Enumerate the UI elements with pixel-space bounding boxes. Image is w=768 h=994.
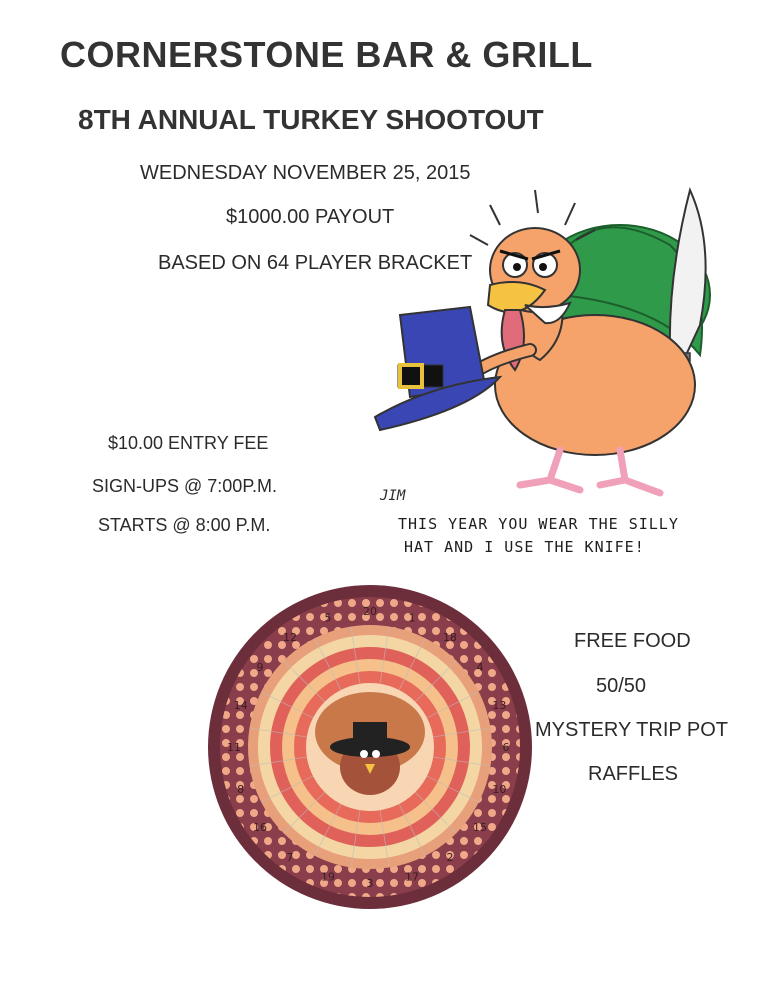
dartboard-number: 7 bbox=[286, 851, 294, 865]
flyer-title: CORNERSTONE BAR & GRILL bbox=[60, 34, 593, 75]
dartboard-number: 11 bbox=[227, 741, 241, 754]
extra-item-free-food: FREE FOOD bbox=[574, 630, 691, 652]
dartboard-number: 20 bbox=[363, 605, 377, 618]
dartboard-number: 3 bbox=[366, 877, 374, 890]
extra-item-raffles: RAFFLES bbox=[588, 763, 679, 785]
cartoon-caption-line1: THIS YEAR YOU WEAR THE SILLY bbox=[398, 515, 679, 533]
dartboard-number: 2 bbox=[446, 851, 454, 865]
event-subtitle: 8TH ANNUAL TURKEY SHOOTOUT bbox=[78, 104, 544, 135]
dartboard-number: 19 bbox=[320, 870, 335, 884]
extra-item-fifty-fifty: 50/50 bbox=[596, 675, 647, 697]
turkey-cartoon-illustration bbox=[370, 185, 720, 515]
dartboard-number: 16 bbox=[252, 820, 267, 834]
dartboard-number: 14 bbox=[233, 698, 248, 712]
entry-fee-text: $10.00 ENTRY FEE bbox=[108, 433, 269, 453]
signups-time-text: SIGN-UPS @ 7:00P.M. bbox=[92, 476, 278, 496]
artist-signature: JIM bbox=[380, 488, 406, 504]
dartboard-number: 1 bbox=[408, 611, 416, 625]
dartboard-number: 13 bbox=[492, 698, 507, 712]
dartboard-number: 12 bbox=[283, 630, 298, 644]
payout-text: $1000.00 PAYOUT bbox=[226, 206, 395, 228]
dartboard-number: 6 bbox=[502, 741, 510, 754]
start-time-text: STARTS @ 8:00 P.M. bbox=[98, 515, 271, 535]
dartboard-number: 4 bbox=[476, 661, 484, 675]
cartoon-caption-line2: HAT AND I USE THE KNIFE! bbox=[404, 538, 645, 556]
dartboard-number: 10 bbox=[492, 783, 507, 797]
event-date: WEDNESDAY NOVEMBER 25, 2015 bbox=[140, 162, 471, 184]
dartboard-number: 17 bbox=[405, 870, 420, 884]
extra-item-mystery-trip-pot: MYSTERY TRIP POT bbox=[535, 719, 729, 741]
dartboard-number: 15 bbox=[473, 820, 488, 834]
dartboard-number: 9 bbox=[256, 661, 264, 675]
dartboard-number: 18 bbox=[442, 630, 457, 644]
dartboard-number: 8 bbox=[237, 783, 245, 797]
bracket-text: BASED ON 64 PLAYER BRACKET bbox=[158, 252, 473, 274]
turkey-dartboard-illustration bbox=[205, 582, 535, 912]
dartboard-number: 5 bbox=[324, 611, 332, 625]
